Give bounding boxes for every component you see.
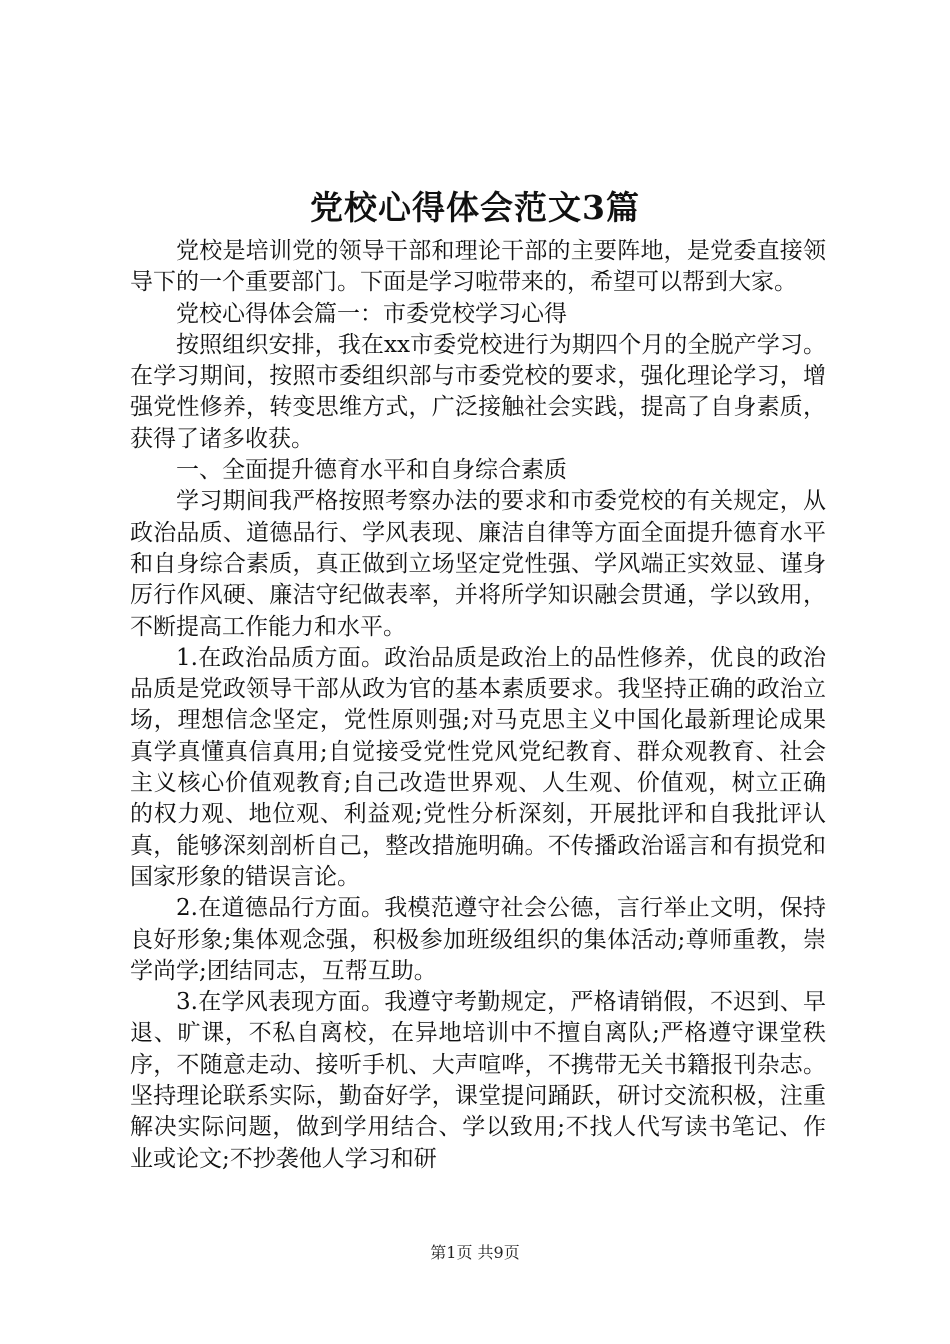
page-number-footer: 第1页 共9页 <box>430 1243 520 1262</box>
document-title: 党校心得体会范文3篇 <box>310 188 640 227</box>
section-heading-1: 一、全面提升德育水平和自身综合素质 <box>176 457 567 484</box>
body-paragraph-study-style: 3.在学风表现方面。我遵守考勤规定，严格请销假，不迟到、早退、旷课，不私自离校，在异地培训中不擅自离队;严格遵守课堂秩序，不随意走动、接听手机、大声喧哗，不携带无关书籍报刊杂志。坚持理论联系实际，勤奋好学，课堂提问踊跃，研讨交流积极，注重解决实际问题，做到学用结合、学以致用;不找人代写读书笔记、作业或论文;不抄袭他人学习和研 <box>130 989 826 1172</box>
intro-paragraph: 党校是培训党的领导干部和理论干部的主要阵地，是党委直接领导下的一个重要部门。下面是学习啦带来的，希望可以帮到大家。 <box>130 238 826 296</box>
body-paragraph-moral: 2.在道德品行方面。我模范遵守社会公德，言行举止文明，保持良好形象;集体观念强，积极参加班级组织的集体活动;尊师重教，崇学尚学;团结同志，互帮互助。 <box>130 895 826 984</box>
body-paragraph: 按照组织安排，我在xx市委党校进行为期四个月的全脱产学习。在学习期间，按照市委组织部与市委党校的要求，强化理论学习，增强党性修养，转变思维方式，广泛接触社会实践，提高了自身素质，获得了诸多收获。 <box>130 331 826 452</box>
body-paragraph-political: 1.在政治品质方面。政治品质是政治上的品性修养，优良的政治品质是党政领导干部从政为官的基本素质要求。我坚持正确的政治立场，理想信念坚定，党性原则强;对马克思主义中国化最新理论成果真学真懂真信真用;自觉接受党性党风党纪教育、群众观教育、社会主义核心价值观教育;自己改造世界观、人生观、价值观，树立正确的权力观、地位观、利益观;党性分析深刻，开展批评和自我批评认真，能够深刻剖析自己，整改措施明确。不传播政治谣言和有损党和国家形象的错误言论。 <box>130 644 826 890</box>
section-heading-part-one: 党校心得体会篇一：市委党校学习心得 <box>176 300 567 327</box>
body-paragraph: 学习期间我严格按照考察办法的要求和市委党校的有关规定，从政治品质、道德品行、学风表现、廉洁自律等方面全面提升德育水平和自身综合素质，真正做到立场坚定党性强、学风端正实效显、谨身厉行作风硬、廉洁守纪做表率，并将所学知识融会贯通，学以致用，不断提高工作能力和水平。 <box>130 488 826 640</box>
document-body <box>130 236 826 1175</box>
